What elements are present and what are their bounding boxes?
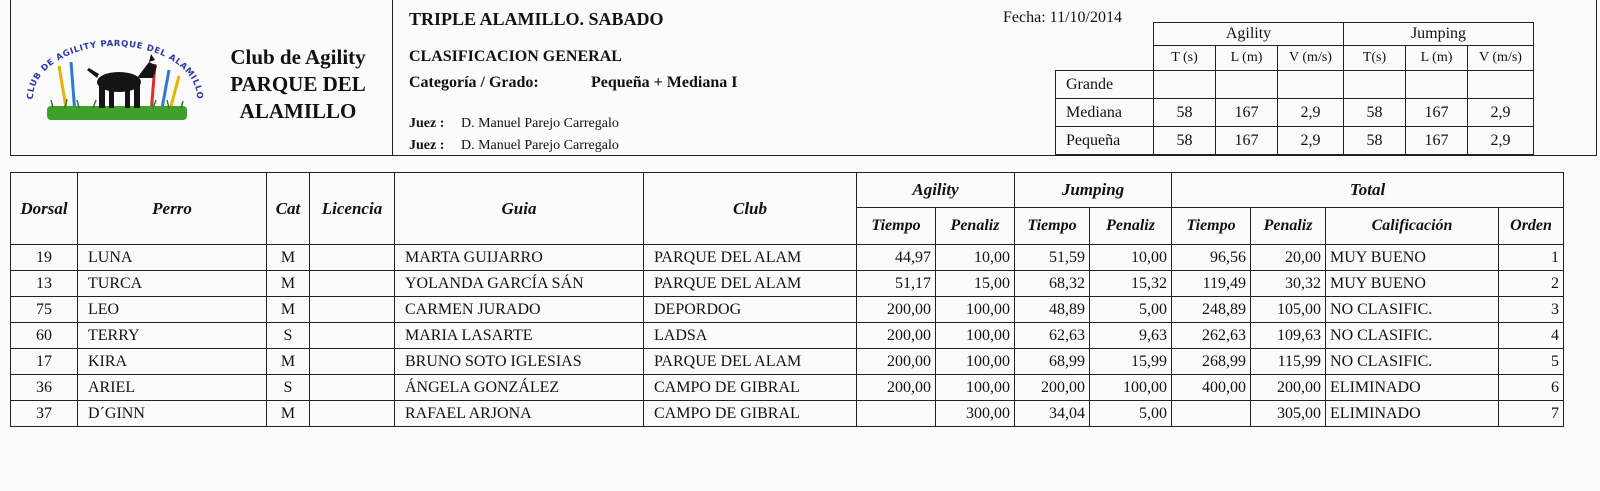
total-tiempo-cell: 262,63 [1172,323,1251,349]
date-value: 11/10/2014 [1049,9,1122,26]
params-row-label: Mediana [1056,99,1154,127]
jumping-penaliz-cell: 15,99 [1090,349,1172,375]
club-cell: CAMPO DE GIBRAL [644,375,857,401]
total-tiempo-cell: 119,49 [1172,271,1251,297]
param-cell [1154,71,1216,99]
jumping-tiempo-cell: 48,89 [1015,297,1090,323]
param-cell: 167 [1216,127,1278,155]
params-units-row [1056,46,1534,71]
orden-cell: 2 [1499,271,1564,297]
orden-cell: 5 [1499,349,1564,375]
param-cell [1216,71,1278,99]
club-cell: DEPORDOG [644,297,857,323]
club-logo-box [11,0,393,156]
cat-cell: M [267,401,310,427]
orden-cell: 7 [1499,401,1564,427]
param-cell: 2,9 [1278,127,1344,155]
judge-line [409,138,619,154]
table-row [11,375,1564,401]
cat-cell: S [267,323,310,349]
orden-cell: 4 [1499,323,1564,349]
col-total-penaliz: Penaliz [1251,208,1326,245]
club-cell: LADSA [644,323,857,349]
agility-penaliz-cell: 10,00 [936,245,1015,271]
calificacion-cell: ELIMINADO [1326,401,1499,427]
param-cell: 58 [1154,127,1216,155]
date-label: Fecha: [1003,9,1046,26]
total-penaliz-cell: 105,00 [1251,297,1326,323]
unit-cell: V (m/s) [1278,46,1344,71]
jumping-tiempo-cell: 68,32 [1015,271,1090,297]
results-table [10,172,1564,427]
agility-penaliz-cell: 300,00 [936,401,1015,427]
category-label: Categoría / Grado: [409,74,539,91]
licencia-cell [310,349,395,375]
params-group-row [1056,23,1534,46]
col-club: Club [644,173,857,245]
orden-cell: 1 [1499,245,1564,271]
total-tiempo-cell: 96,56 [1172,245,1251,271]
dorsal-cell: 75 [11,297,78,323]
calificacion-cell: NO CLASIFIC. [1326,349,1499,375]
total-penaliz-cell: 20,00 [1251,245,1326,271]
club-cell: PARQUE DEL ALAM [644,271,857,297]
results-header-row [11,173,1564,208]
params-group-agility: Agility [1154,23,1344,46]
param-cell: 2,9 [1278,99,1344,127]
perro-cell: LEO [78,297,267,323]
params-row-label: Grande [1056,71,1154,99]
total-tiempo-cell: 248,89 [1172,297,1251,323]
cat-cell: M [267,271,310,297]
club-cell: PARQUE DEL ALAM [644,349,857,375]
calificacion-cell: NO CLASIFIC. [1326,323,1499,349]
event-title: TRIPLE ALAMILLO. SABADO [409,9,664,29]
param-cell [1468,71,1534,99]
total-tiempo-cell [1172,401,1251,427]
params-row [1056,99,1534,127]
calificacion-cell: MUY BUENO [1326,245,1499,271]
jumping-tiempo-cell: 34,04 [1015,401,1090,427]
col-perro: Perro [78,173,267,245]
jumping-tiempo-cell: 51,59 [1015,245,1090,271]
perro-cell: TERRY [78,323,267,349]
total-penaliz-cell: 115,99 [1251,349,1326,375]
total-tiempo-cell: 268,99 [1172,349,1251,375]
dorsal-cell: 60 [11,323,78,349]
guia-cell: MARTA GUIJARRO [395,245,644,271]
licencia-cell [310,297,395,323]
unit-cell: V (m/s) [1468,46,1534,71]
total-tiempo-cell: 400,00 [1172,375,1251,401]
params-group-jumping: Jumping [1344,23,1534,46]
classification-title: CLASIFICACION GENERAL [409,48,622,65]
cat-cell: M [267,349,310,375]
judge-name: D. Manuel Parejo Carregalo [461,138,619,153]
agility-tiempo-cell: 200,00 [857,323,936,349]
total-penaliz-cell: 30,32 [1251,271,1326,297]
agility-penaliz-cell: 100,00 [936,375,1015,401]
params-row [1056,71,1534,99]
club-cell: CAMPO DE GIBRAL [644,401,857,427]
dorsal-cell: 37 [11,401,78,427]
club-cell: PARQUE DEL ALAM [644,245,857,271]
guia-cell: MARIA LASARTE [395,323,644,349]
param-cell: 167 [1406,127,1468,155]
table-row [11,323,1564,349]
calificacion-cell: MUY BUENO [1326,271,1499,297]
param-cell: 2,9 [1468,99,1534,127]
table-row [11,245,1564,271]
cat-cell: M [267,245,310,271]
param-cell: 2,9 [1468,127,1534,155]
club-name: Club de Agility PARQUE DEL ALAMILLO [230,45,366,123]
guia-cell: CARMEN JURADO [395,297,644,323]
col-dorsal: Dorsal [11,173,78,245]
perro-cell: D´GINN [78,401,267,427]
calificacion-cell: ELIMINADO [1326,375,1499,401]
judge-name: D. Manuel Parejo Carregalo [461,116,619,131]
jumping-tiempo-cell: 200,00 [1015,375,1090,401]
cat-cell: S [267,375,310,401]
perro-cell: TURCA [78,271,267,297]
col-calificacion: Calificación [1326,208,1499,245]
col-cat: Cat [267,173,310,245]
col-licencia: Licencia [310,173,395,245]
col-guia: Guia [395,173,644,245]
jumping-penaliz-cell: 5,00 [1090,297,1172,323]
jumping-penaliz-cell: 10,00 [1090,245,1172,271]
param-cell: 58 [1344,127,1406,155]
perro-cell: ARIEL [78,375,267,401]
agility-penaliz-cell: 15,00 [936,271,1015,297]
param-cell [1406,71,1468,99]
jumping-tiempo-cell: 68,99 [1015,349,1090,375]
param-cell [1344,71,1406,99]
agility-penaliz-cell: 100,00 [936,297,1015,323]
dorsal-cell: 17 [11,349,78,375]
judge-label: Juez : [409,116,445,131]
total-penaliz-cell: 109,63 [1251,323,1326,349]
jumping-penaliz-cell: 15,32 [1090,271,1172,297]
cat-cell: M [267,297,310,323]
params-row [1056,127,1534,155]
params-row-label: Pequeña [1056,127,1154,155]
licencia-cell [310,375,395,401]
dorsal-cell: 13 [11,271,78,297]
param-cell: 167 [1216,99,1278,127]
col-group-agility: Agility [857,173,1015,208]
agility-tiempo-cell: 200,00 [857,375,936,401]
perro-cell: KIRA [78,349,267,375]
jumping-penaliz-cell: 9,63 [1090,323,1172,349]
agility-tiempo-cell: 200,00 [857,349,936,375]
jumping-tiempo-cell: 62,63 [1015,323,1090,349]
param-cell [1278,71,1344,99]
club-logo [19,26,211,136]
table-row [11,271,1564,297]
unit-cell: L (m) [1406,46,1468,71]
table-row [11,401,1564,427]
table-row [11,349,1564,375]
svg-text:CLUB DE AGILITY PARQUE DEL ALA: CLUB DE AGILITY PARQUE DEL ALAMILLO [25,38,205,100]
licencia-cell [310,245,395,271]
agility-penaliz-cell: 100,00 [936,323,1015,349]
agility-tiempo-cell [857,401,936,427]
unit-cell: T(s) [1344,46,1406,71]
orden-cell: 3 [1499,297,1564,323]
total-penaliz-cell: 200,00 [1251,375,1326,401]
category-value: Pequeña + Mediana I [591,74,738,91]
orden-cell: 6 [1499,375,1564,401]
jumping-penaliz-cell: 5,00 [1090,401,1172,427]
agility-tiempo-cell: 44,97 [857,245,936,271]
judge-label: Juez : [409,138,445,153]
course-parameters-table [1055,22,1534,155]
unit-cell: T (s) [1154,46,1216,71]
col-group-jumping: Jumping [1015,173,1172,208]
col-agility-tiempo: Tiempo [857,208,936,245]
agility-penaliz-cell: 100,00 [936,349,1015,375]
col-total-tiempo: Tiempo [1172,208,1251,245]
col-jumping-penaliz: Penaliz [1090,208,1172,245]
param-cell: 167 [1406,99,1468,127]
table-row [11,297,1564,323]
calificacion-cell: NO CLASIFIC. [1326,297,1499,323]
col-group-total: Total [1172,173,1564,208]
guia-cell: BRUNO SOTO IGLESIAS [395,349,644,375]
unit-cell: L (m) [1216,46,1278,71]
licencia-cell [310,323,395,349]
total-penaliz-cell: 305,00 [1251,401,1326,427]
col-agility-penaliz: Penaliz [936,208,1015,245]
dorsal-cell: 19 [11,245,78,271]
jumping-penaliz-cell: 100,00 [1090,375,1172,401]
judge-line [409,116,619,132]
dorsal-cell: 36 [11,375,78,401]
guia-cell: ÁNGELA GONZÁLEZ [395,375,644,401]
perro-cell: LUNA [78,245,267,271]
category-line [409,74,738,92]
param-cell: 58 [1154,99,1216,127]
licencia-cell [310,401,395,427]
guia-cell: RAFAEL ARJONA [395,401,644,427]
agility-tiempo-cell: 200,00 [857,297,936,323]
param-cell: 58 [1344,99,1406,127]
col-orden: Orden [1499,208,1564,245]
licencia-cell [310,271,395,297]
guia-cell: YOLANDA GARCÍA SÁN [395,271,644,297]
agility-tiempo-cell: 51,17 [857,271,936,297]
col-jumping-tiempo: Tiempo [1015,208,1090,245]
